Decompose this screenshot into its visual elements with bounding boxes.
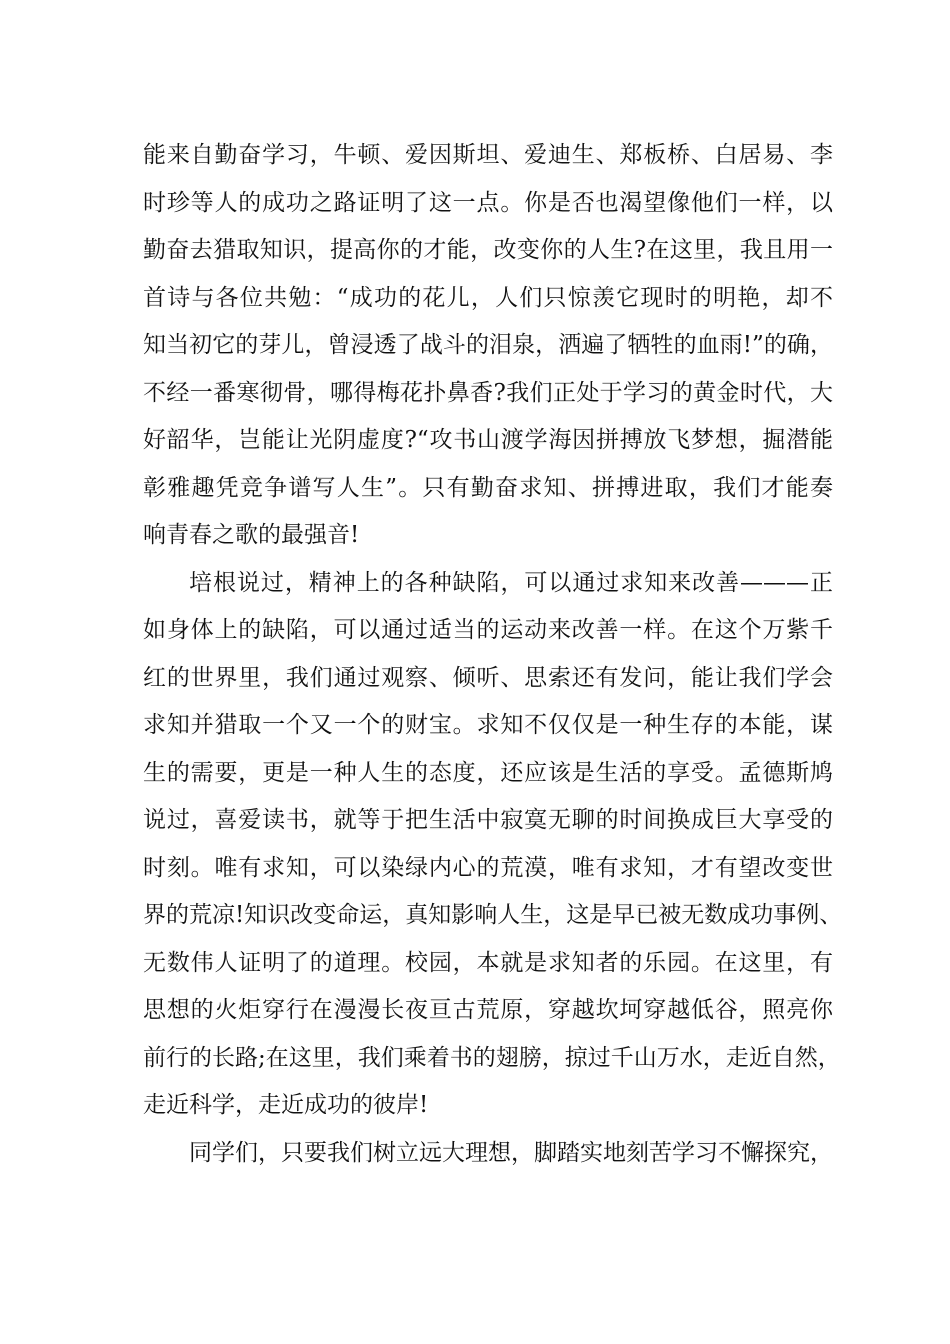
text-line: 界的荒凉!知识改变命运，真知影响人生，这是早已被无数成功事例、 [143,902,843,928]
text-line: 勤奋去猎取知识，提高你的才能，改变你的人生?在这里，我且用一 [143,237,833,263]
text-line: 走近科学，走近成功的彼岸! [143,1092,429,1118]
text-line: 好韶华，岂能让光阴虚度?“攻书山渡学海因拼搏放飞梦想，掘潜能 [143,427,833,453]
paragraph-first-line: 同学们，只要我们树立远大理想，脚踏实地刻苦学习不懈探究， [189,1139,833,1166]
text-line: 生的需要，更是一种人生的态度，还应该是生活的享受。孟德斯鸠 [143,759,833,786]
text-line: 响青春之歌的最强音! [143,522,360,548]
text-line: 首诗与各位共勉：“成功的花儿，人们只惊羡它现时的明艳，却不 [143,284,833,311]
text-line: 说过，喜爱读书，就等于把生活中寂寞无聊的时间换成巨大享受的 [143,807,833,833]
text-line: 能来自勤奋学习，牛顿、爱因斯坦、爱迪生、郑板桥、白居易、李 [143,142,833,168]
text-line: 知当初它的芽儿，曾浸透了战斗的泪泉，洒遍了牺牲的血雨!”的确， [143,332,833,358]
text-line: 红的世界里，我们通过观察、倾听、思索还有发问，能让我们学会 [143,664,833,691]
paragraph-first-line: 培根说过，精神上的各种缺陷，可以通过求知来改善———正 [189,569,833,596]
text-line: 无数伟人证明了的道理。校园，本就是求知者的乐园。在这里，有 [143,949,833,976]
text-line: 不经一番寒彻骨，哪得梅花扑鼻香?我们正处于学习的黄金时代，大 [143,379,833,406]
text-line: 时刻。唯有求知，可以染绿内心的荒漠，唯有求知，才有望改变世 [143,854,833,881]
document-body [143,132,843,1177]
text-line: 彰雅趣凭竞争谱写人生”。只有勤奋求知、拼搏进取，我们才能奏 [143,474,833,501]
text-line: 思想的火炬穿行在漫漫长夜亘古荒原，穿越坎坷穿越低谷，照亮你 [143,997,833,1023]
text-line: 时珍等人的成功之路证明了这一点。你是否也渴望像他们一样，以 [143,189,833,216]
text-line: 求知并猎取一个又一个的财宝。求知不仅仅是一种生存的本能，谋 [143,712,833,738]
text-line: 如身体上的缺陷，可以通过适当的运动来改善一样。在这个万紫千 [143,617,833,643]
text-line: 前行的长路;在这里，我们乘着书的翅膀，掠过千山万水，走近自然， [143,1044,841,1071]
